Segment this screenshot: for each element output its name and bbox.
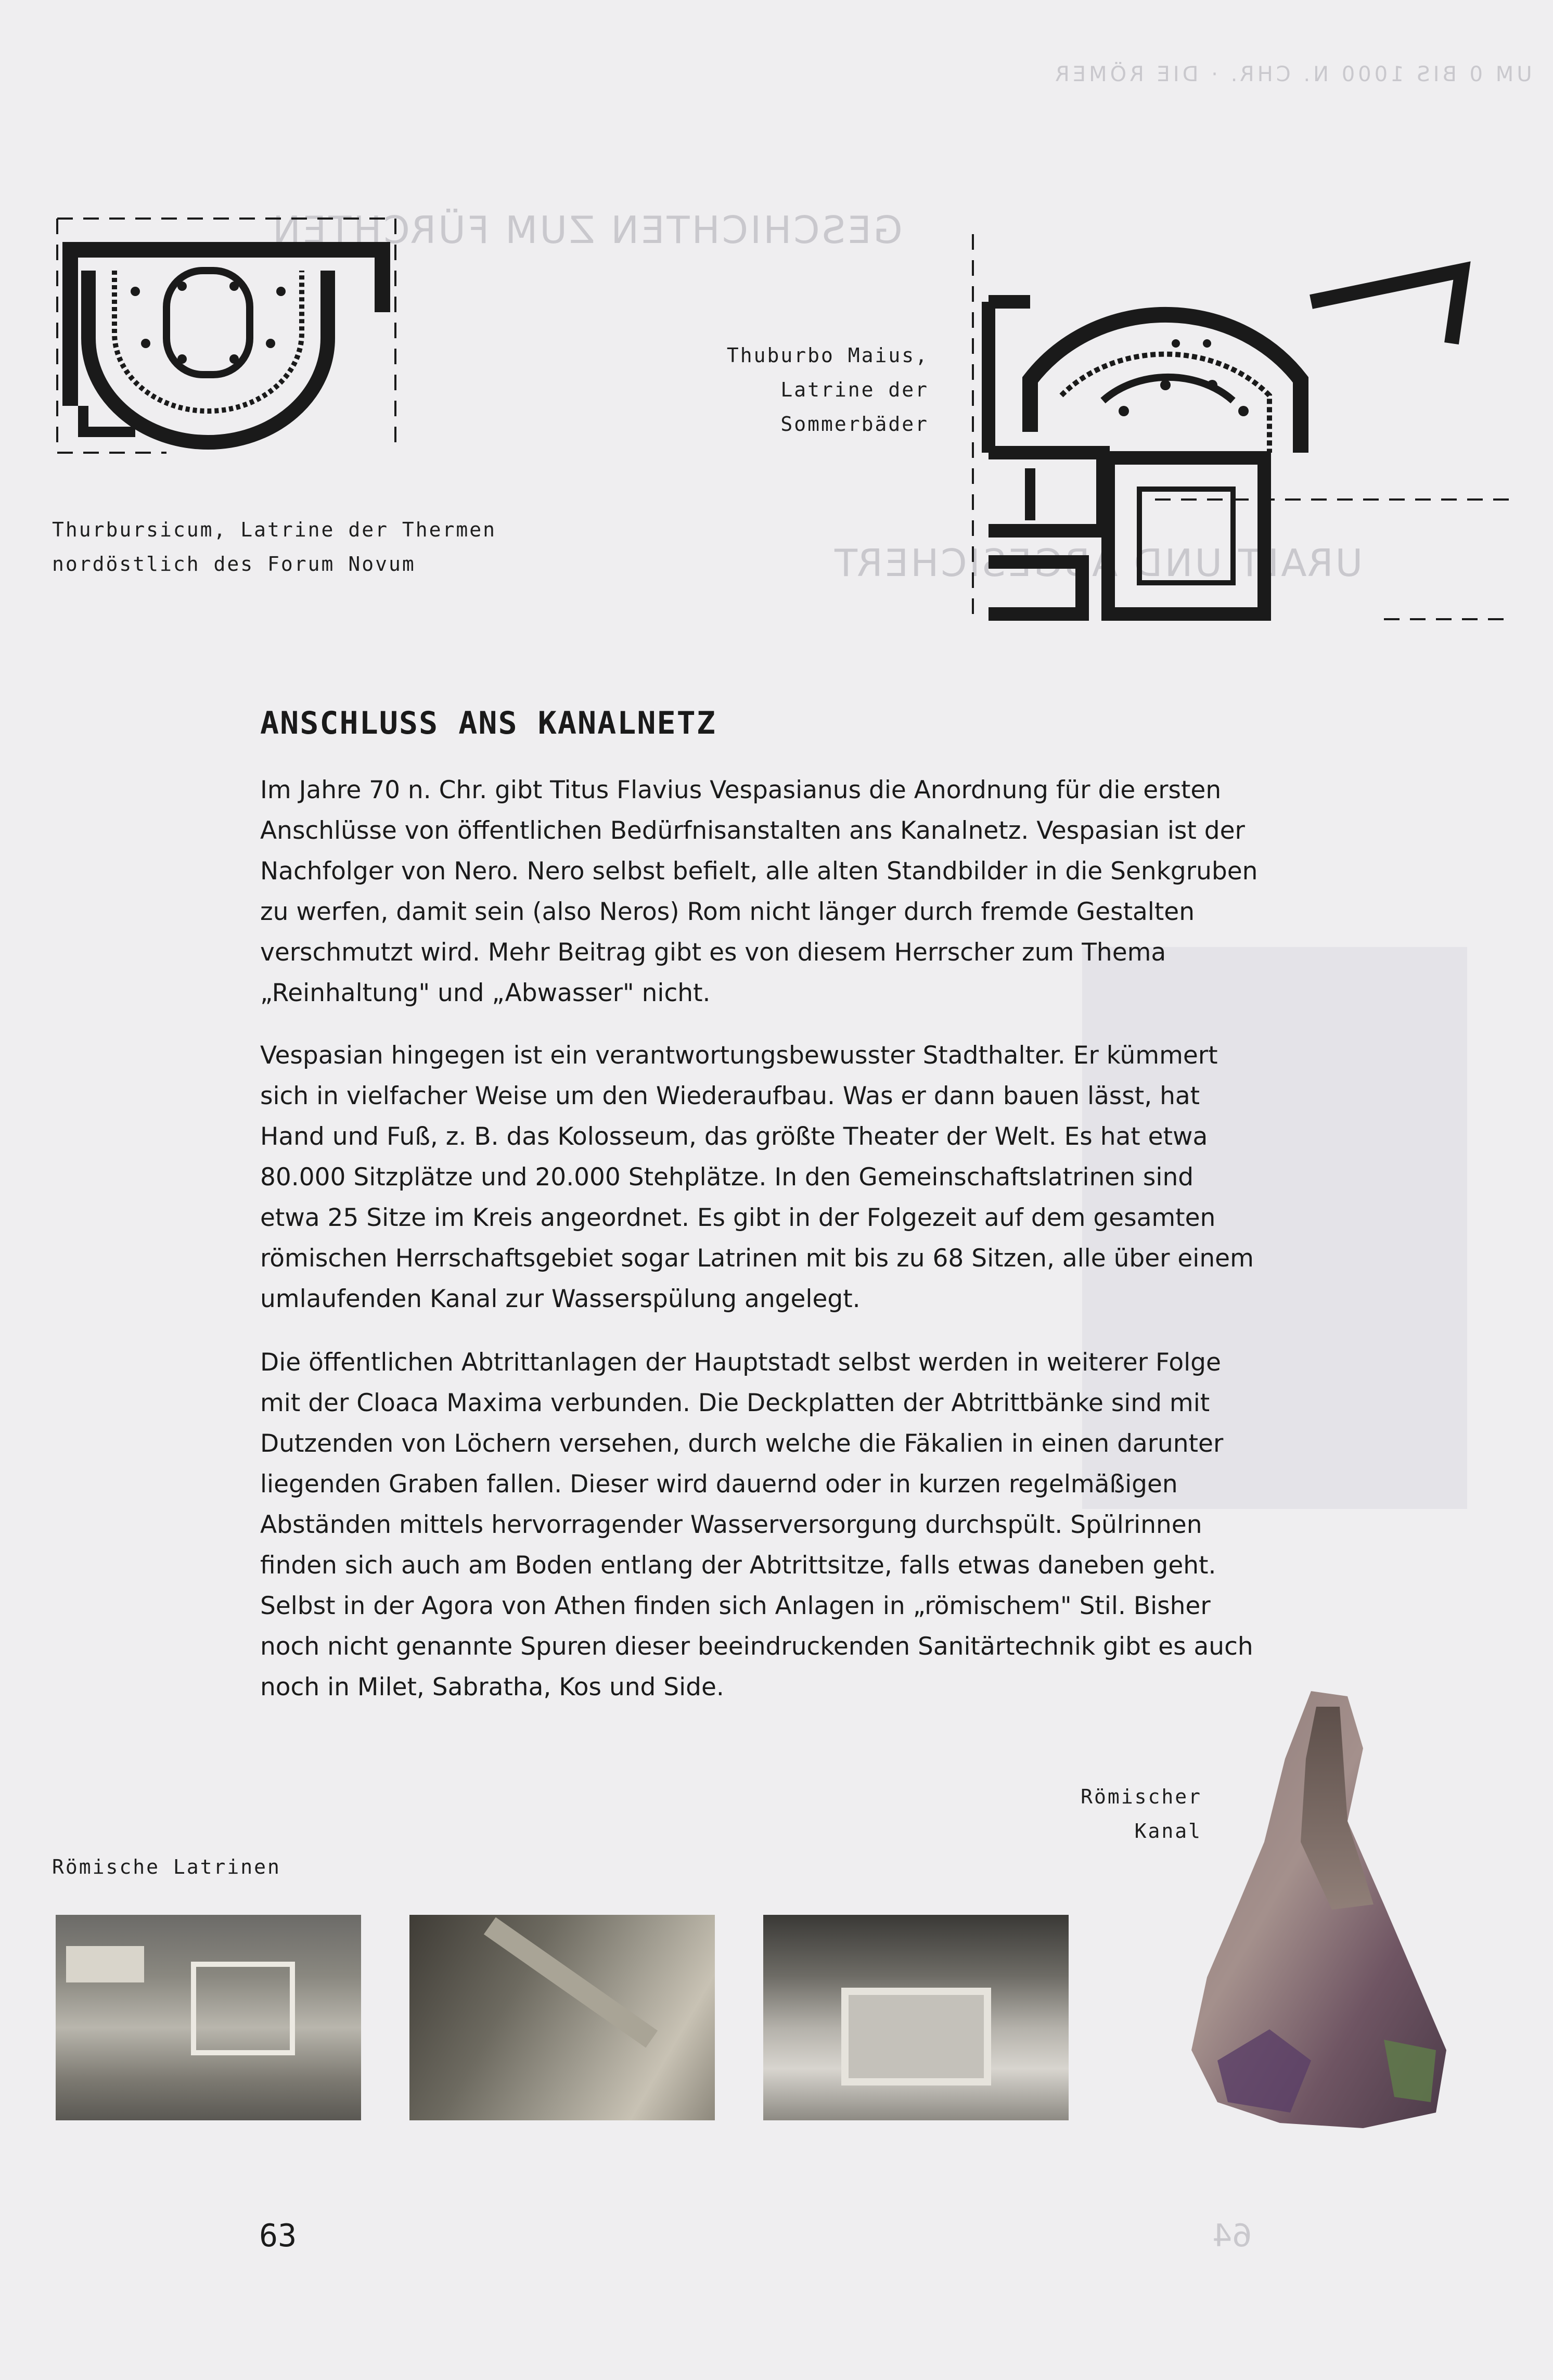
- latrine-photo-2: [409, 1915, 715, 2120]
- photo-detail: [484, 1917, 658, 2048]
- caption-line: Latrine der: [780, 378, 929, 401]
- bleed-page-number: 64: [1212, 2218, 1252, 2254]
- caption-thuburbo: [692, 338, 929, 441]
- thuburbo-plan-image: [968, 208, 1519, 635]
- bleed-header: UM 0 BIS 1000 N. CHR. · DIE RÖMER: [1052, 62, 1532, 86]
- paragraph-3: Die öffentlichen Abtrittanlagen der Hauptstadt selbst werden in weiterer Folge mit der Cloaca Maxima verbunden. Die Deckplatten der Abtrittbänke sind mit Dutzenden von Löchern versehen, durch welche die Fäkalien in einen darunter liegenden Graben fallen. Dieser wird dauernd oder in kurzen regelmäßigen Abständen mittels hervorragender Wasserversorgung durchspült. Spülrinnen finden sich auch am Boden entlang der Abtrittsitze, falls etwas daneben geht. Selbst in der Agora von Athen finden sich Anlagen in „römischem" Stil. Bisher noch nicht genannte Spuren dieser beeindruckenden Sanitärtechnik gibt es auch noch in Milet, Sabratha, Kos und Side.: [260, 1348, 1253, 1701]
- photo-detail: [841, 1988, 991, 2085]
- caption-line: Sommerbäder: [780, 413, 929, 436]
- photo-detail: [66, 1946, 144, 1982]
- thurbursicum-plan-image: [52, 208, 416, 458]
- bleed-heading-1: GESCHICHTEN ZUM FÜRCHTEN: [271, 208, 903, 252]
- paragraph-1: Im Jahre 70 n. Chr. gibt Titus Flavius Vespasianus die Anordnung für die ersten Anschlüsse von öffentlichen Bedürfnisanstalten ans Kanalnetz. Vespasian ist der Nachfolger von Nero. Nero selbst befielt, alle alten Standbilder in die Senkgruben zu werfen, damit sein (also Neros) Rom nicht länger durch fremde Gestalten verschmutzt wird. Mehr Beitrag gibt es von diesem Herrscher zum Thema „Reinhaltung" und „Abwasser" nicht.: [260, 776, 1258, 1007]
- photo-detail: [191, 1962, 295, 2055]
- latrine-photo-1: [56, 1915, 361, 2120]
- caption-roemische-latrinen: Römische Latrinen: [52, 1856, 281, 1878]
- caption-line: Römischer: [1081, 1785, 1202, 1808]
- section-heading: ANSCHLUSS ANS KANALNETZ: [260, 705, 716, 741]
- caption-line: nordöstlich des Forum Novum: [52, 553, 416, 575]
- caption-line: Thurbursicum, Latrine der Thermen: [52, 518, 496, 541]
- caption-line: Kanal: [1134, 1820, 1202, 1842]
- roemischer-kanal-image: [1176, 1686, 1467, 2133]
- caption-line: Thuburbo Maius,: [726, 344, 929, 367]
- page-number: 63: [259, 2218, 297, 2254]
- paragraph-2: Vespasian hingegen ist ein verantwortungsbewusster Stadthalter. Er kümmert sich in vielfacher Weise um den Wiederaufbau. Was er dann bauen lässt, hat Hand und Fuß, z. B. das Kolosseum, das größte Theater der Welt. Es hat etwa 80.000 Sitzplätze und 20.000 Stehplätze. In den Gemeinschaftslatrinen sind etwa 25 Sitze im Kreis angeordnet. Es gibt in der Folgezeit auf dem gesamten römischen Herrschaftsgebiet sogar Latrinen mit bis zu 68 Sitzen, alle über einem umlaufenden Kanal zur Wasserspülung angelegt.: [260, 1041, 1254, 1313]
- caption-thurbursicum: [52, 513, 496, 581]
- bleed-heading-2: URALT UND ABGESICHERT: [832, 541, 1363, 585]
- latrine-photo-3: [763, 1915, 1069, 2120]
